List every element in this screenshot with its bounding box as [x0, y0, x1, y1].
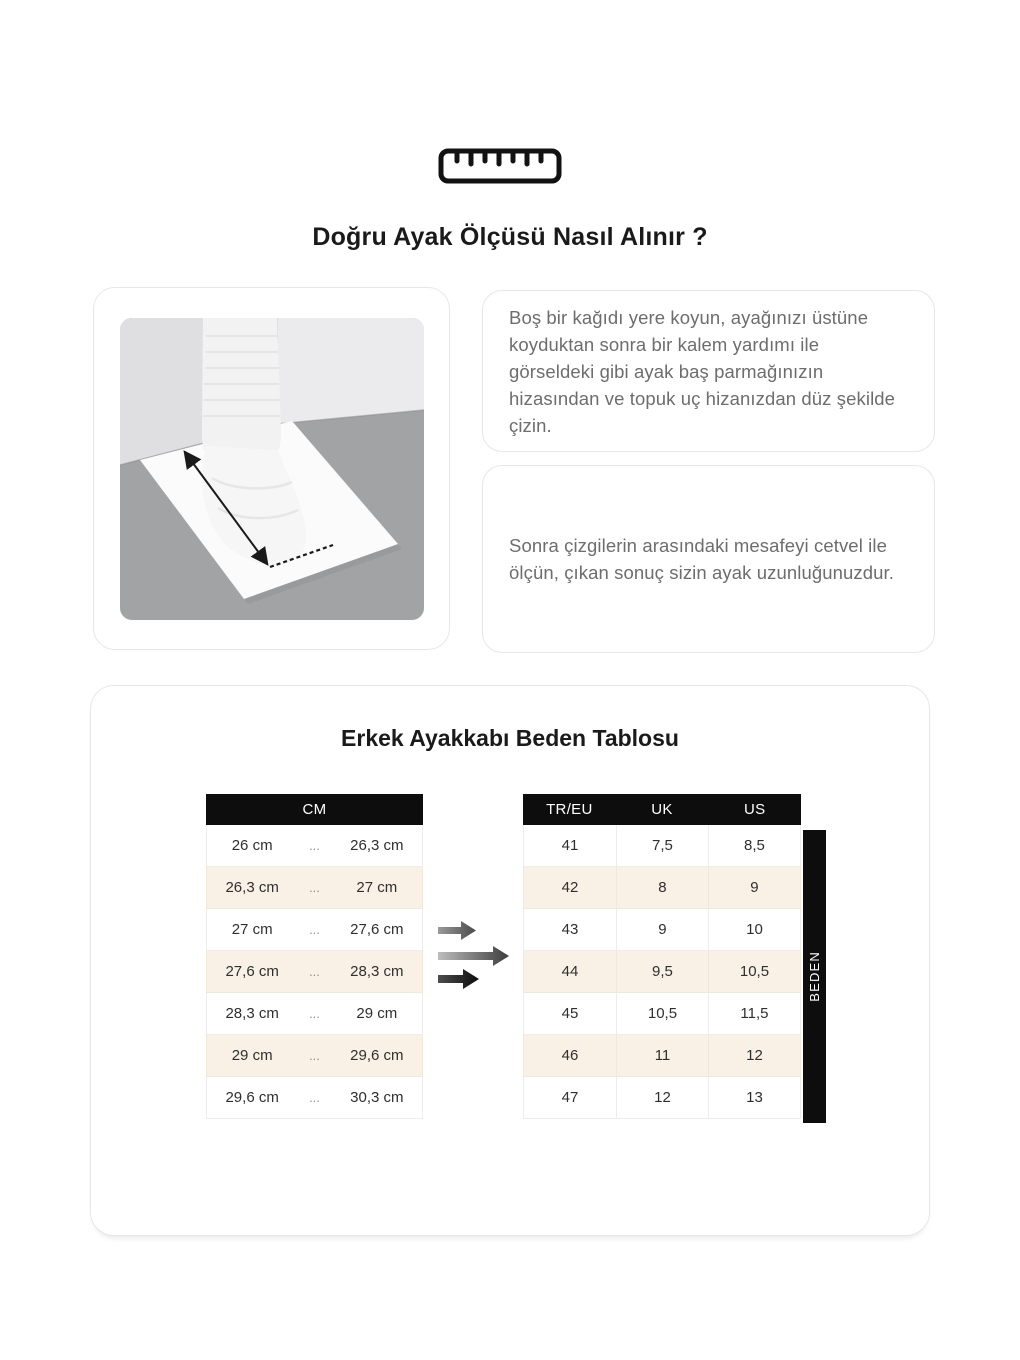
col-header-tr-eu: TR/EU [546, 801, 593, 818]
size-us: 11,5 [708, 993, 800, 1034]
size-tr-eu: 43 [561, 921, 579, 938]
instruction-card-2 [482, 465, 935, 653]
size-conversion-table [523, 794, 801, 1119]
cm-from: 26 cm [231, 837, 273, 854]
range-dots: ... [309, 880, 320, 895]
cm-to: 27 cm [356, 879, 398, 896]
range-dots: ... [309, 1090, 320, 1105]
size-tr-eu: 47 [561, 1089, 579, 1106]
size-uk: 11 [616, 1035, 708, 1076]
size-uk: 7,5 [616, 825, 708, 866]
size-us: 12 [708, 1035, 800, 1076]
cm-table-row [206, 909, 423, 951]
cm-table-row [206, 951, 423, 993]
instruction-step-2: Sonra çizgilerin arasındaki mesafeyi cetvel ile ölçün, çıkan sonuç sizin ayak uzunluğunuzdur. [509, 535, 895, 583]
size-tr-eu: 46 [561, 1047, 579, 1064]
size-table-header-row [523, 794, 801, 825]
cm-from: 27 cm [231, 921, 273, 938]
size-uk: 9,5 [616, 951, 708, 992]
ruler-icon [438, 148, 562, 184]
cm-from: 27,6 cm [225, 963, 279, 980]
cm-table-row [206, 1035, 423, 1077]
cm-to: 26,3 cm [350, 837, 404, 854]
col-header-uk: UK [651, 801, 673, 818]
size-uk: 8 [616, 867, 708, 908]
measurement-photo-card [93, 287, 450, 650]
size-us: 10,5 [708, 951, 800, 992]
cm-table-row [206, 867, 423, 909]
cm-table-row [206, 993, 423, 1035]
size-us: 8,5 [708, 825, 800, 866]
range-dots: ... [309, 1006, 320, 1021]
size-table-row [523, 825, 801, 867]
size-table-row [523, 1077, 801, 1119]
cm-from: 28,3 cm [225, 1005, 279, 1022]
range-dots: ... [309, 964, 320, 979]
cm-from: 29,6 cm [225, 1089, 279, 1106]
size-tr-eu: 44 [561, 963, 579, 980]
range-dots: ... [309, 1048, 320, 1063]
size-table-row [523, 867, 801, 909]
size-us: 9 [708, 867, 800, 908]
cm-to: 27,6 cm [350, 921, 404, 938]
col-header-us: US [743, 801, 766, 818]
size-tr-eu: 42 [561, 879, 579, 896]
cm-from: 29 cm [231, 1047, 273, 1064]
size-us: 13 [708, 1077, 800, 1118]
size-uk: 12 [616, 1077, 708, 1118]
cm-table-header: CM [206, 794, 423, 825]
page-title: Doğru Ayak Ölçüsü Nasıl Alınır ? [312, 223, 708, 251]
beden-side-bar [803, 830, 826, 1123]
cm-to: 29,6 cm [350, 1047, 404, 1064]
size-table-row [523, 951, 801, 993]
cm-table-row [206, 1077, 423, 1119]
size-table-card [90, 685, 930, 1236]
size-table-row [523, 909, 801, 951]
beden-label: BEDEN [807, 951, 822, 1002]
cm-from: 26,3 cm [225, 879, 279, 896]
range-dots: ... [309, 838, 320, 853]
cm-to: 30,3 cm [350, 1089, 404, 1106]
cm-table-row [206, 825, 423, 867]
instruction-card-1 [482, 290, 935, 452]
size-tr-eu: 41 [561, 837, 579, 854]
cm-to: 29 cm [356, 1005, 398, 1022]
instruction-step-1: Boş bir kağıdı yere koyun, ayağınızı üstüne koyduktan sonra bir kalem yardımı ile görseldeki gibi ayak baş parmağınızın hizasından ve topuk uç hizanızdan düz şekilde çizin. [509, 306, 896, 436]
size-uk: 9 [616, 909, 708, 950]
cm-table [206, 794, 423, 1119]
size-table-row [523, 993, 801, 1035]
foot-measurement-photo [120, 318, 424, 620]
size-us: 10 [708, 909, 800, 950]
transfer-arrows-icon [438, 921, 513, 991]
size-uk: 10,5 [616, 993, 708, 1034]
cm-to: 28,3 cm [350, 963, 404, 980]
size-table-row [523, 1035, 801, 1077]
size-tr-eu: 45 [561, 1005, 579, 1022]
range-dots: ... [309, 922, 320, 937]
size-table-title: Erkek Ayakkabı Beden Tablosu [341, 725, 679, 751]
